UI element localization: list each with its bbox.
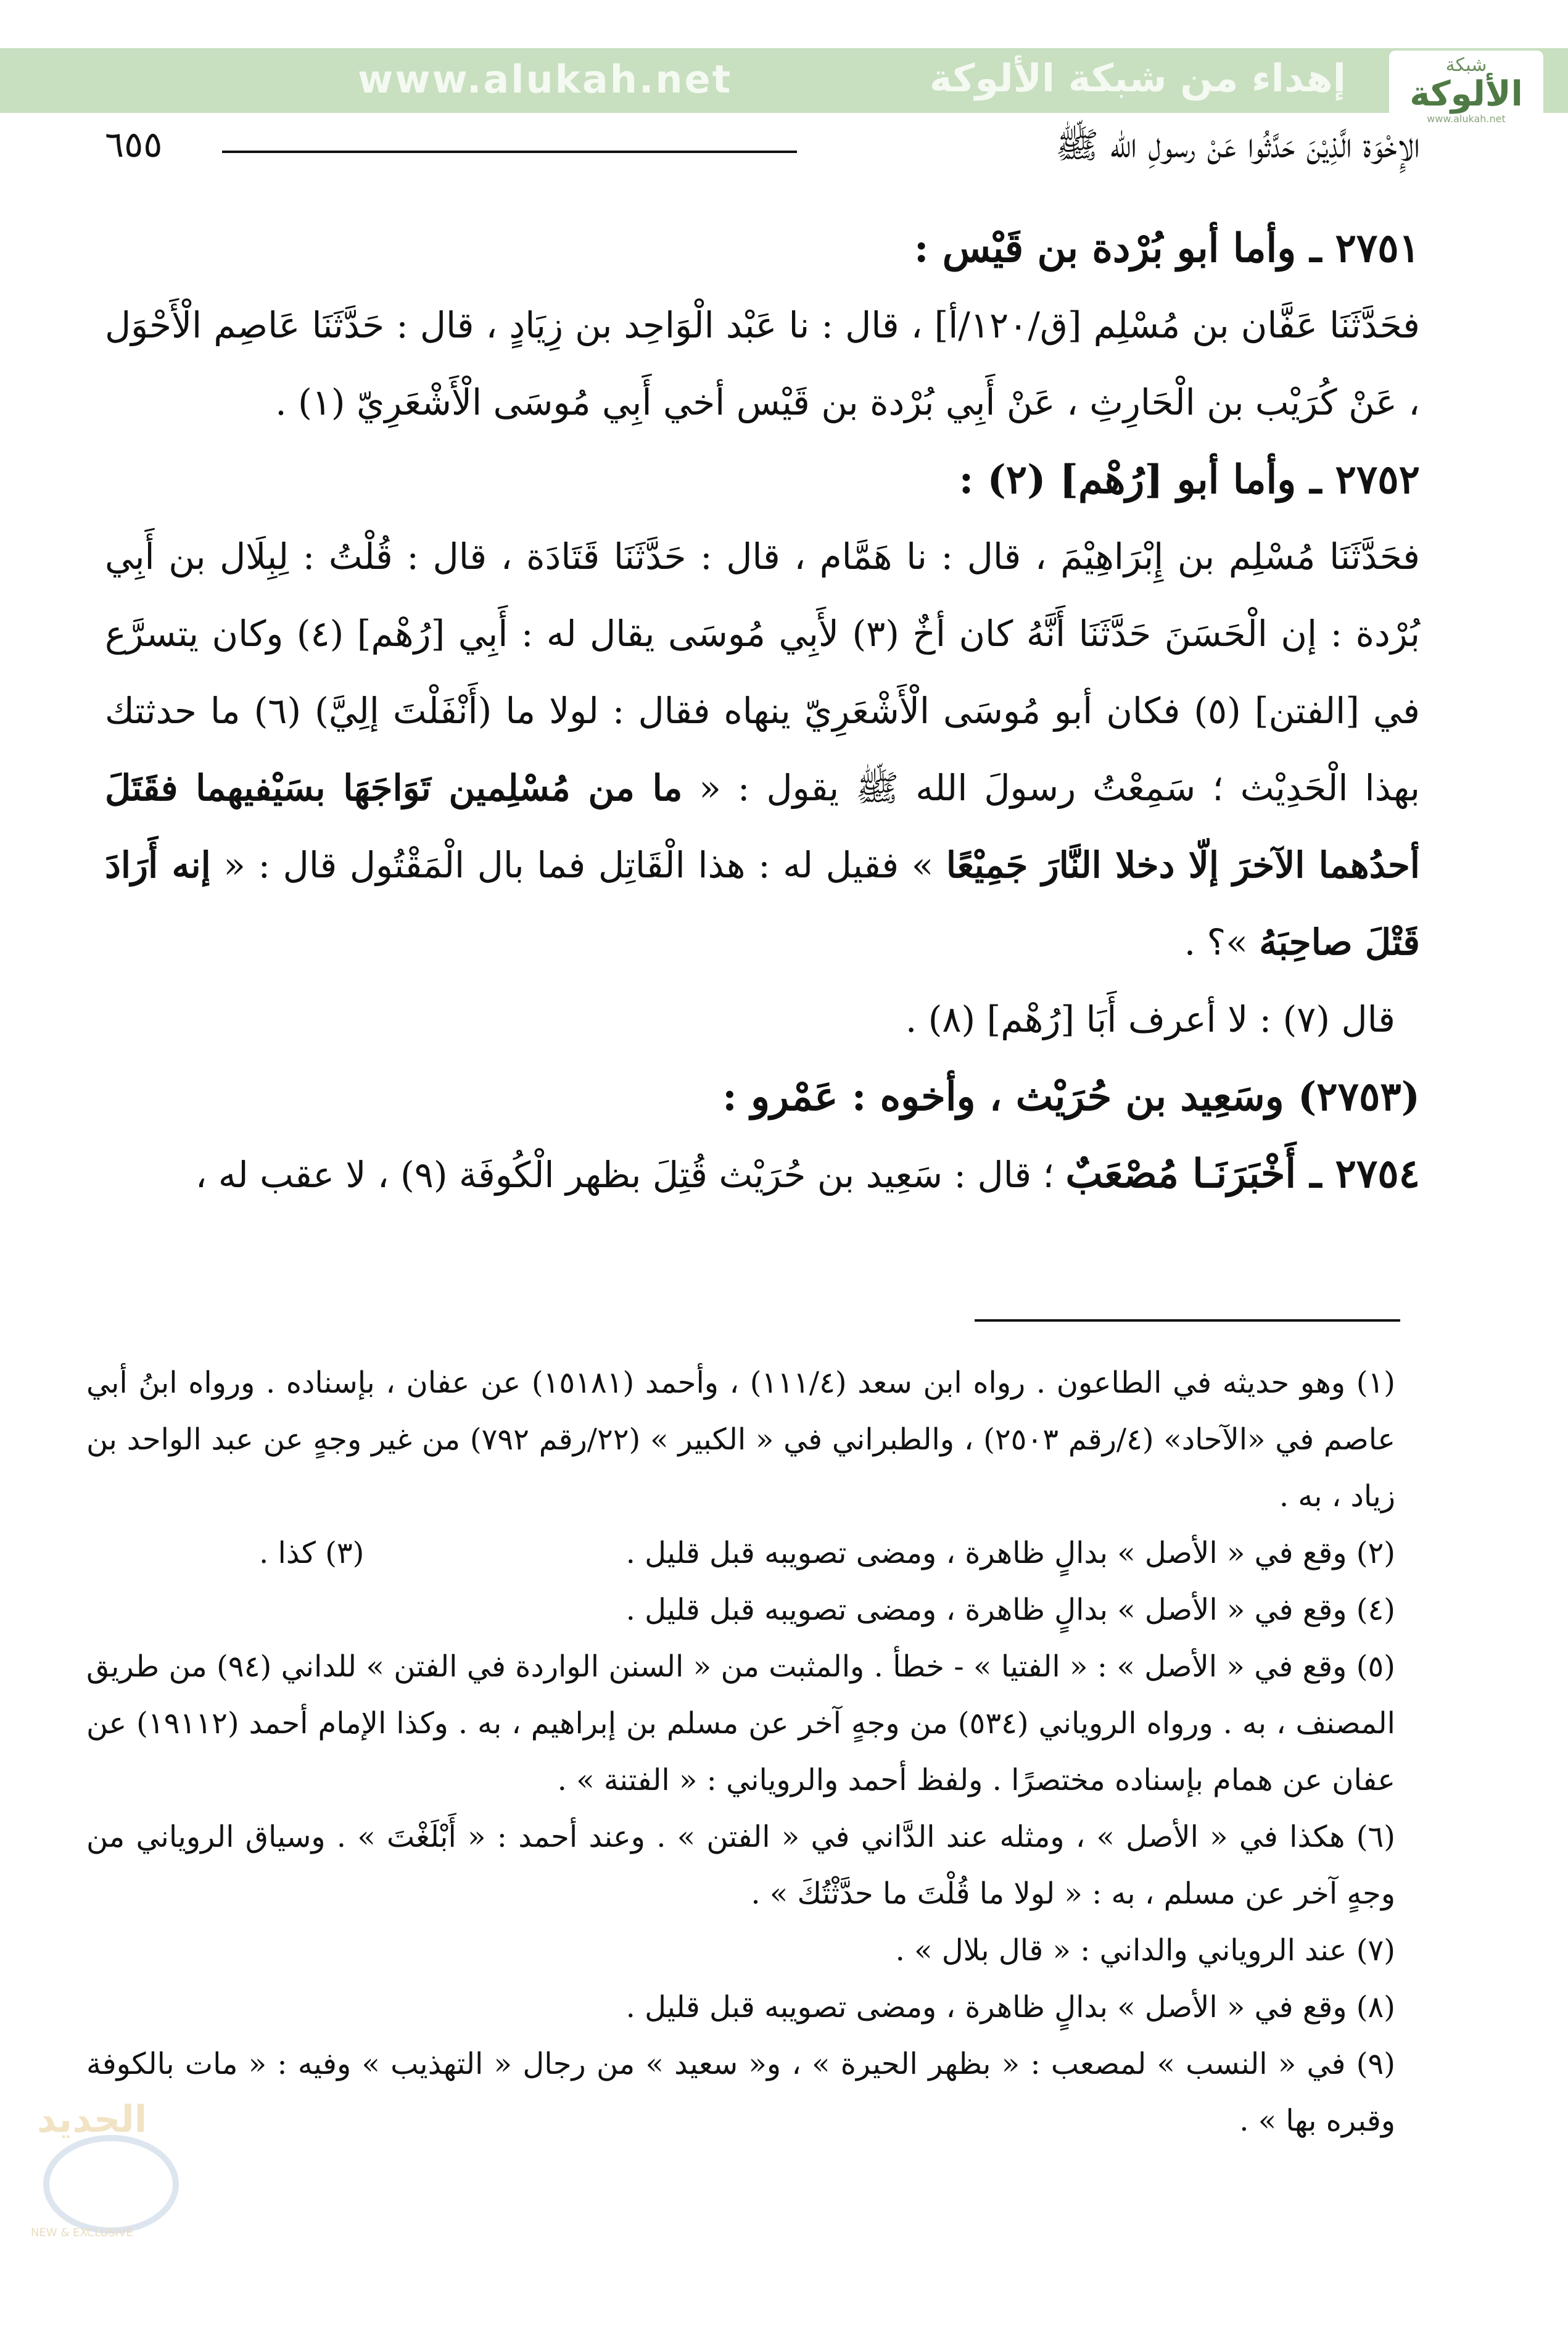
watermark-word: الجديد — [37, 2098, 147, 2141]
running-header — [105, 123, 1420, 179]
footnote-4: (٤) وقع في « الأصل » بدالٍ ظاهرة ، ومضى تصويبه قبل قليل . — [625, 1593, 1395, 1627]
watermark-ring-icon — [43, 2135, 179, 2234]
footnote-row-2-3 — [86, 1525, 1395, 1581]
hadith-reply: إنه أَرَادَ قَتْلَ صاحِبَهُ — [105, 844, 1420, 963]
text-segment: فحَدَّثَنَا مُسْلِم بن إِبْرَاهِيْمَ ، قال : نا هَمَّام ، قال : حَدَّثَنَا قَتَادَة ، قال : قُلْتُ : لِبِلَال بن أَبِي بُرْدة : إن الْحَسَنَ حَدَّثَنَا أَنَّهُ كان أخٌ (٣) لأَبِي مُوسَى يقال له : أَبِي [رُهْم] (٤) وكان يتسرَّع في [الفتن] (٥) فكان أبو مُوسَى الْأَشْعَرِيّ ينهاه فقال : لولا ما (أَنْفَلْتَ إلِيَّ) (٦) ما حدثتك بهذا الْحَدِيْث ؛ سَمِعْتُ رسولَ الله ﷺ يقول : « — [105, 536, 1421, 809]
entry-text-2754 — [105, 1135, 1420, 1214]
main-text — [105, 210, 1420, 1214]
footnote-separator — [975, 1319, 1400, 1322]
watermark-logo — [6, 2098, 210, 2246]
text-segment: » فقيل له : هذا الْقَاتِل فما بال الْمَقْتُول قال : « — [210, 844, 946, 886]
footnote-6: (٦) هكذا في « الأصل » ، ومثله عند الدَّاني في « الفتن » . وعند أحمد : « أَبْلَغْتَ » . وسياق الروياني من وجهٍ آخر عن مسلم ، به : « لولا ما قُلْتَ ما حدَّثْتُكَ » . — [86, 1820, 1396, 1911]
header-rule — [222, 151, 797, 153]
site-banner — [0, 48, 1568, 113]
logo-url-text: www.alukah.net — [1427, 113, 1506, 125]
logo-main-text: الألوكة — [1409, 74, 1523, 114]
entry-heading-2751: ٢٧٥١ ـ وأما أبو بُرْدة بن قَيْس : — [914, 225, 1420, 271]
hadith-text: ما من مُسْلِمين تَوَاجَهَا بسَيْفيهما فقَتَلَ أحدُهما الآخرَ إلّا دخلا النَّارَ جَمِيْعًا — [105, 767, 1420, 886]
footnote-8: (٨) وقع في « الأصل » بدالٍ ظاهرة ، ومضى تصويبه قبل قليل . — [625, 1990, 1395, 2024]
entry-text-2752 — [105, 518, 1420, 981]
footnote-1: (١) وهو حديثه في الطاعون . رواه ابن سعد (١١١/٤) ، وأحمد (١٥١٨١) عن عفان ، بإسناده . ورواه ابنُ أبي عاصم في «الآحاد» (٤/رقم ٢٥٠٣) ، والطبراني في « الكبير » (٢٢/رقم ٧٩٢) من غير وجهٍ عن عبد الواحد بن زياد ، به . — [86, 1365, 1396, 1514]
footnote-2: (٢) وقع في « الأصل » بدالٍ ظاهرة ، ومضى تصويبه قبل قليل . — [625, 1536, 1395, 1570]
entry-heading-2752: ٢٧٥٢ ـ وأما أبو [رُهْم] (٢) : — [959, 457, 1420, 503]
banner-gift-text: إهداء من شبكة الألوكة — [929, 56, 1346, 101]
footnote-5: (٥) وقع في « الأصل » : « الفتيا » - خطأ . والمثبت من « السنن الواردة في الفتن » للداني (٩٤) من طريق المصنف ، به . ورواه الروياني (٥٣٤) من وجهٍ آخر عن مسلم بن إبراهيم ، به . وكذا الإمام أحمد (١٩١١٢) عن عفان عن همام بإسناده مختصرًا . ولفظ أحمد والروياني : « الفتنة » . — [86, 1649, 1396, 1797]
logo-small-text: شبكة — [1445, 54, 1487, 76]
entry-heading-2753: (٢٧٥٣) وسَعِيد بن حُرَيْث ، وأخوه : عَمْرو : — [722, 1074, 1420, 1120]
footnotes — [86, 1354, 1395, 2149]
narrator-remark: قال (٧) : لا أعرف أَبَا [رُهْم] (٨) . — [905, 998, 1395, 1040]
running-title: الإِخْوَة الَّذِيْنَ حَدَّثُوا عَنْ رسولِ الله ﷺ — [1055, 124, 1420, 166]
watermark-caption: NEW & EXCLUSIVE — [31, 2226, 133, 2239]
entry-text-2751: فحَدَّثَنَا عَفَّان بن مُسْلِم [ق/١٢٠/أ] ، قال : نا عَبْد الْوَاحِد بن زِيَادٍ ، قال : حَدَّثَنَا عَاصِم الْأَحْوَل ، عَنْ كُرَيْب بن الْحَارِثِ ، عَنْ أَبِي بُرْدة بن قَيْس أخي أَبِي مُوسَى الْأَشْعَرِيّ (١) . — [105, 304, 1420, 423]
footnote-9: (٩) في « النسب » لمصعب : « بظهر الحيرة » ، و« سعيد » من رجال « التهذيب » وفيه : « مات بالكوفة وقبره بها » . — [86, 2047, 1395, 2138]
page-number: ٦٥٥ — [105, 123, 163, 165]
alukah-logo — [1389, 51, 1543, 125]
text-segment: ؛ قال : سَعِيد بن حُرَيْث قُتِلَ بظهر الْكُوفَة (٩) ، لا عقب له ، — [195, 1154, 1066, 1196]
text-segment: »؟ . — [1184, 921, 1260, 963]
entry-heading-2754: ٢٧٥٤ ـ أَخْبَرَنَـا مُصْعَبٌ — [1065, 1151, 1420, 1197]
banner-site-url[interactable]: www.alukah.net — [358, 57, 733, 102]
footnote-3: (٣) كذا . — [259, 1536, 365, 1570]
footnote-7: (٧) عند الروياني والداني : « قال بلال » . — [895, 1933, 1395, 1968]
